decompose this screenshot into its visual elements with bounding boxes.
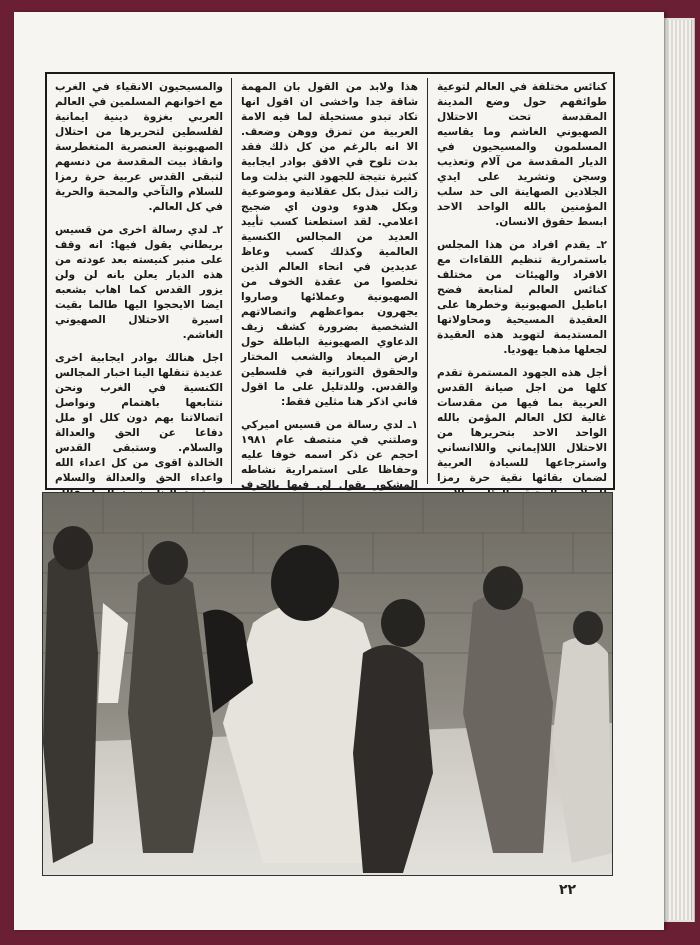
paragraph: كنائس مختلفة في العالم لتوعية طوائفهم حول وضع المدينة المقدسة تحت الاحتلال الصهيوني الغاشم وما يقاسيه المسلمون والمسيحيون في الديار المقدسة من آلام وتعذيب وسجن وتشريد على ايدي الجلادين الصهاينة الى حد سلب المؤمنين بالله الواحد الاحد ابسط حقوق الانسان. — [437, 81, 607, 228]
column-divider — [427, 78, 428, 484]
article-column-right — [437, 80, 607, 484]
article-column-middle — [241, 80, 418, 491]
column-divider — [231, 78, 232, 484]
news-photo — [42, 492, 613, 876]
magazine-page — [14, 12, 664, 930]
paragraph: هذا ولابد من القول بان المهمة شاقة جدا واخشى ان اقول انها تكاد تبدو مستحيلة لما فيه الامة العربية من تمزق ووهن وضعف. الا انه بالرغم من كل ذلك فقد بدت تلوح في الافق بوادر ايجابية كثيرة نتيجة للجهود التي بذلت وما زالت تبذل بكل عقلانية وموضوعية وبكل هدوء ودون اي ضجيج اعلامي. لقد استطعنا كسب تأييد العديد من المجالس الكنسية العالمية وكذلك كسب وعاظ عديدين في انحاء العالم الذين تخلصوا من عقدة الخوف من الصهيونية وعملائها وصاروا يجهرون بمواعظهم واتصالاتهم الشخصية بضرورة كشف زيف الدعاوي الصهيونية الباطلة حول ارض الميعاد والشعب المختار والحقوق التوراتية في فلسطين والقدس. وللدتليل على ما اقول فاني اذكر هنا مثلين فقط: — [241, 81, 418, 408]
paragraph: اجل هنالك بوادر ايجابية اخرى عديدة تنقلها الينا اخبار المجالس الكنسية في الغرب ونحن نتتابعها باهتمام ونواصل اتصالاتنا بهم دون كلل او ملل دفاعا عن الحق والعدالة والسلام. وستبقى القدس الخالدة اقوى من كل اعداء الله واعداء الحق والعدالة والسلام — [55, 352, 223, 484]
page-number: ٢٢ — [559, 882, 577, 898]
paragraph: ٢ـ لدي رسالة اخرى من قسيس بريطاني يقول فيها: انه وقف على منبر كنيسته بعد عودته من هذه الديار يعلن بانه لن ولن يزور القدس كما اهاب بشعبه ايضا الايحجوا اليها طالما بقيت اسيرة الاحتلال الصهيوني الغاشم. — [55, 224, 223, 341]
article-text-frame — [45, 72, 615, 490]
paragraph: أجل هذه الجهود المستمرة تقدم كلها من اجل صيانة القدس العربية بما فيها من مقدسات غالية لكل العالم المؤمن بالله الواحد الاحد بتحريرها من الاحتلال اللاإيماني واللاانساني واسترجاعها للسيادة العربية لضمان بقائها نقية حرة رمزا — [437, 367, 607, 484]
paragraph: ٢ـ يقدم افراد من هذا المجلس باستمرارية تنظيم اللقاءات مع الافراد والهيئات من مختلف كنائس العالم لمتابعة فضح اباطيل الصهيونية وخطرها على العقيدة المسيحية ومحاولاتها المستديمة لتهويد هذه العقيدة لجعلها مذهبا يهوديا. — [437, 239, 607, 356]
paragraph: ١ـ لدي رسالة من قسيس اميركي وصلتني في منتصف عام ١٩٨١ احجم عن ذكر اسمه خوفا عليه وحفاظا على استمرارية نشاطه المشكور يقول لي فيها بالحرف — [241, 419, 418, 491]
paragraph: والمسيحيون الانقياء في الغرب مع اخوانهم المسلمين في العالم العربي بغزوة دينية ايمانية لفلسطين لتحريرها من احتلال الصهيونية العنصرية المتغطرسة وانقاذ بيت المقدسة من دنسهم لتبقى القدس عربية حرة رمزا للسلام والتآخي والمحبة والحرية في كل العالم. — [55, 81, 223, 213]
article-column-left — [55, 80, 223, 484]
